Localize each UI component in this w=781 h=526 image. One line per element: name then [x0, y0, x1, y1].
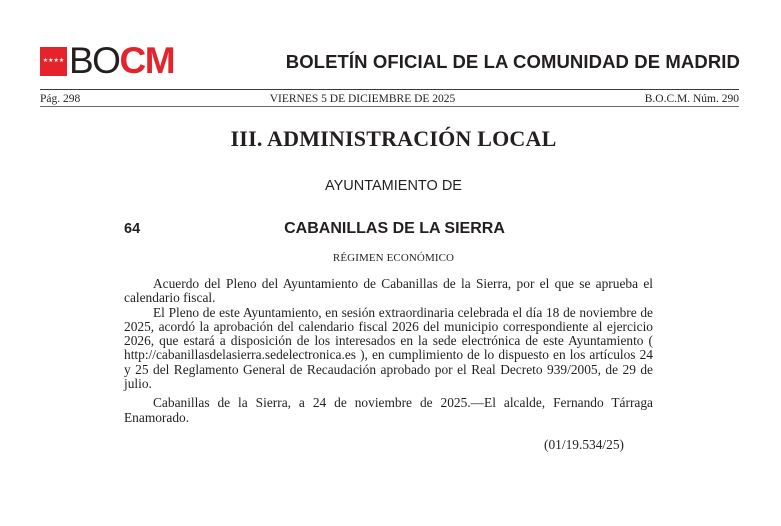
signature-line: Cabanillas de la Sierra, a 24 de noviembre de 2025.—El alcalde, Fernando Tárraga Enamorado.: [124, 395, 653, 425]
header-rule-top: [40, 89, 739, 90]
reference-code: (01/19.534/25): [544, 437, 624, 452]
announcement-body: [124, 277, 653, 425]
issue-number: B.O.C.M. Núm. 290: [644, 93, 739, 105]
org-name: CABANILLAS DE LA SIERRA: [284, 220, 505, 237]
section-title: III. ADMINISTRACIÓN LOCAL: [230, 126, 557, 151]
meta-row: [40, 92, 739, 106]
publication-date: VIERNES 5 DE DICIEMBRE DE 2025: [269, 93, 456, 105]
announcement-number: 64: [124, 221, 141, 237]
paragraph-summary: Acuerdo del Pleno del Ayuntamiento de Cabanillas de la Sierra, por el que se aprueba el calendario fiscal.: [124, 276, 653, 306]
logo-text-bo: BO: [69, 40, 120, 81]
bocm-logo: [40, 40, 175, 81]
paragraph-main: El Pleno de este Ayuntamiento, en sesión extraordinaria celebrada el día 18 de noviembre de 2025, acordó la aprobación del calendario fiscal 2026 del municipio correspondiente al ejercicio 2026, que estará a disposición de los interesados en la sede electrónica de este Ayuntamiento ( http://cabanillasdelasierra.sedelectronica.es ), en cumplimiento de lo dispuesto en los artículos 24 y 25 del Reglamento General de Recaudación aprobado por el Real Decreto 939/2005, de 29 de julio.: [124, 304, 653, 392]
subsection-title: RÉGIMEN ECONÓMICO: [332, 252, 455, 264]
logo-wordmark: [69, 40, 175, 81]
logo-text-cm: CM: [119, 40, 175, 81]
header-rule-bottom: [40, 106, 739, 107]
page-number: Pág. 298: [40, 93, 81, 105]
org-prefix: AYUNTAMIENTO DE: [325, 178, 462, 194]
madrid-flag-icon: ★★★★: [40, 47, 67, 76]
publication-title: BOLETÍN OFICIAL DE LA COMUNIDAD DE MADRID: [285, 51, 740, 72]
